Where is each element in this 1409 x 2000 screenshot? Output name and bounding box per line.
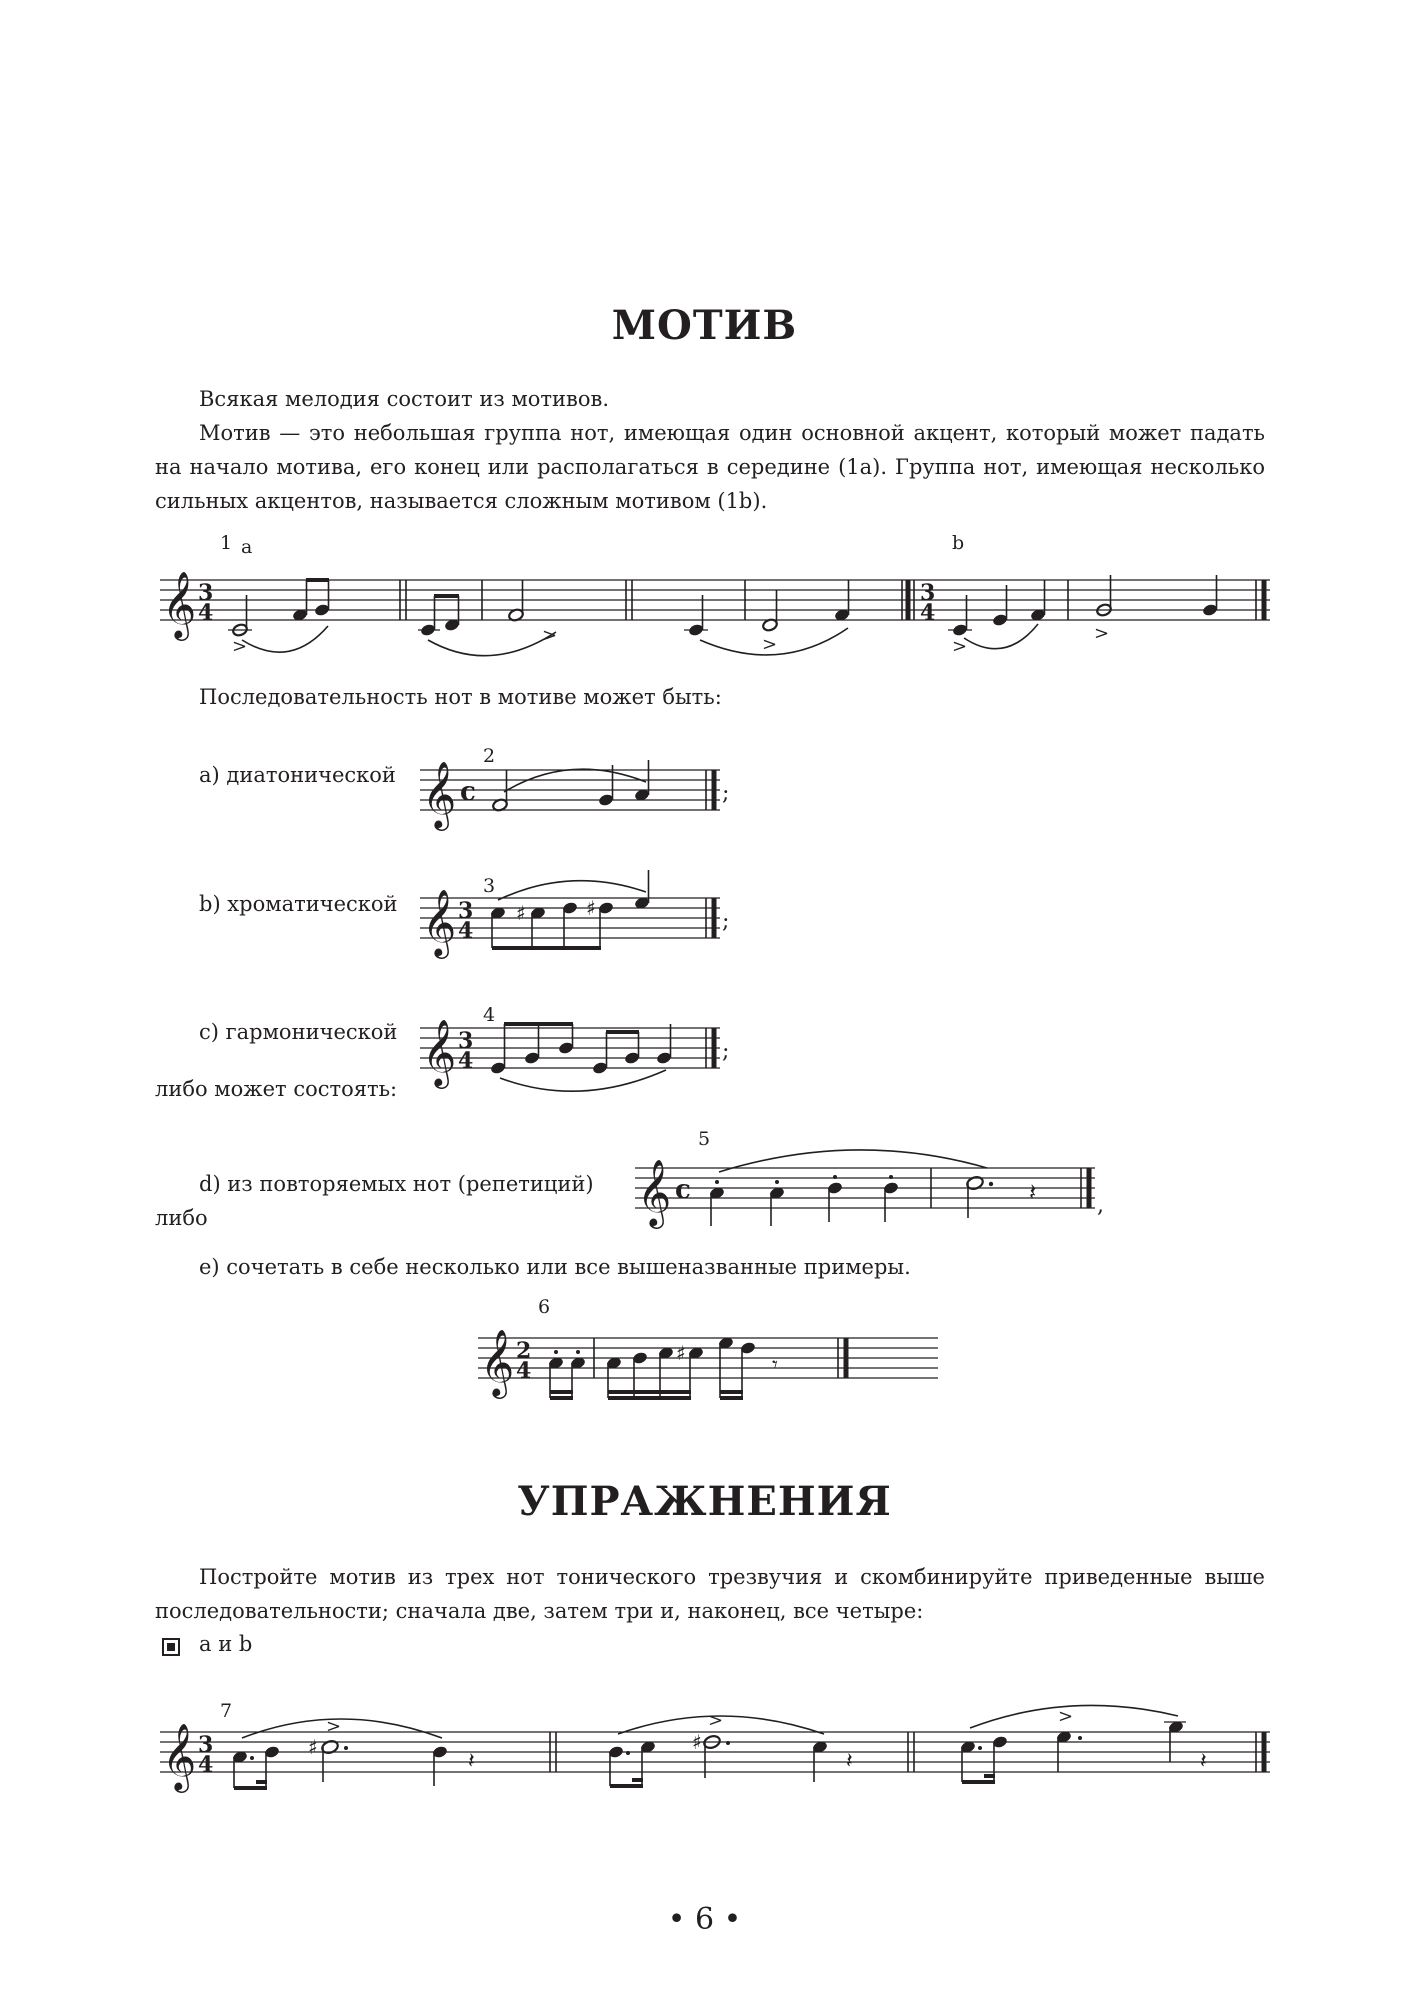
item-e-label: e) сочетать в себе несколько или все вышеназванные примеры. bbox=[199, 1255, 911, 1279]
slur bbox=[498, 881, 646, 900]
note bbox=[562, 901, 579, 948]
slur bbox=[964, 624, 1038, 649]
consist-text: либо может состоять: bbox=[155, 1077, 398, 1101]
terminal-punctuation: ; bbox=[722, 1039, 730, 1064]
note bbox=[1056, 1730, 1082, 1772]
time-signature-top: 3 bbox=[198, 1732, 214, 1758]
example-6-staff bbox=[478, 1318, 938, 1408]
audio-track-icon[interactable] bbox=[162, 1638, 180, 1656]
beam bbox=[504, 1022, 573, 1026]
note bbox=[444, 596, 461, 632]
intro-text bbox=[155, 382, 1265, 518]
eighth-rest-icon: 𝄾 bbox=[772, 1353, 778, 1378]
note bbox=[314, 580, 331, 617]
note bbox=[598, 901, 615, 948]
example-7-staff bbox=[160, 1706, 1270, 1812]
note bbox=[709, 1180, 726, 1226]
quarter-rest-icon: 𝄽 bbox=[468, 1749, 475, 1774]
time-signature-bottom: 4 bbox=[458, 1048, 474, 1074]
note bbox=[321, 1739, 348, 1782]
exercise-instructions: Постройте мотив из трех нот тонического трезвучия и скомбинируйте приведенные выше последовательности; сначала две, затем три и, наконец, все четыре: bbox=[155, 1565, 1265, 1623]
page-number: • 6 • bbox=[667, 1902, 742, 1937]
slur bbox=[242, 1719, 442, 1738]
exercises-title: УПРАЖНЕНИЯ bbox=[517, 1478, 892, 1525]
quarter-rest-icon: 𝄽 bbox=[1200, 1749, 1207, 1774]
note bbox=[1202, 575, 1219, 617]
note bbox=[432, 1745, 449, 1786]
slur bbox=[428, 632, 556, 656]
treble-clef-icon: 𝄞 bbox=[480, 1328, 515, 1396]
note bbox=[656, 1024, 673, 1065]
beam bbox=[306, 578, 329, 582]
note bbox=[684, 595, 708, 637]
note bbox=[812, 1740, 829, 1782]
beam bbox=[608, 1396, 691, 1400]
accent-mark: > bbox=[1058, 1706, 1074, 1727]
note bbox=[1030, 580, 1047, 622]
example-1-number: 1 bbox=[220, 532, 233, 554]
note bbox=[762, 590, 779, 632]
either-text: либо bbox=[155, 1206, 208, 1230]
treble-clef-icon: 𝄞 bbox=[162, 1722, 197, 1790]
intro-line-1: Всякая мелодия состоит из мотивов. bbox=[199, 387, 610, 411]
sharp-icon: ♯ bbox=[586, 896, 596, 920]
accent-mark: > bbox=[326, 1716, 342, 1737]
treble-clef-icon: 𝄞 bbox=[637, 1158, 672, 1226]
sharp-icon: ♯ bbox=[692, 1730, 702, 1754]
slur bbox=[500, 1070, 666, 1091]
treble-clef-icon: 𝄞 bbox=[422, 888, 457, 956]
treble-clef-icon: 𝄞 bbox=[422, 1018, 457, 1086]
note bbox=[228, 595, 252, 637]
note bbox=[769, 1180, 786, 1226]
beam bbox=[720, 1396, 743, 1400]
slur bbox=[970, 1705, 1178, 1728]
time-signature-top: 2 bbox=[516, 1338, 532, 1364]
time-signature: c bbox=[460, 777, 476, 807]
example-4-number: 4 bbox=[483, 1004, 496, 1026]
example-7-number: 7 bbox=[220, 1700, 233, 1722]
beam bbox=[606, 1030, 639, 1034]
treble-clef-icon: 𝄞 bbox=[422, 760, 457, 828]
note bbox=[232, 1750, 254, 1788]
accent-mark: > bbox=[232, 636, 248, 657]
accent-mark: > bbox=[952, 636, 968, 657]
time-signature-top: 3 bbox=[198, 580, 214, 606]
time-signature: c bbox=[675, 1175, 691, 1205]
time-signature-top: 3 bbox=[458, 898, 474, 924]
item-a-label: a) диатонической bbox=[199, 763, 396, 787]
example-2-staff bbox=[420, 750, 740, 830]
exercise-text bbox=[155, 1560, 1265, 1628]
note bbox=[834, 580, 851, 622]
terminal-punctuation: ; bbox=[722, 909, 730, 934]
treble-clef-icon: 𝄞 bbox=[162, 570, 197, 638]
item-b-label: b) хроматической bbox=[199, 892, 398, 916]
example-5-number: 5 bbox=[698, 1128, 711, 1150]
example-3-number: 3 bbox=[483, 875, 496, 897]
example-3-staff bbox=[420, 878, 740, 958]
note bbox=[558, 1024, 575, 1055]
page-title: МОТИВ bbox=[611, 302, 798, 349]
intro-line-2: Мотив — это небольшая группа нот, имеющая один основной акцент, который может падать на начало мотива, его конец или располагаться в середине (1a). Группа нот, имеющая несколько сильных акцентов, называется сложным мотивом (1b). bbox=[155, 421, 1265, 513]
note bbox=[948, 595, 972, 637]
note bbox=[740, 1341, 757, 1398]
accent-mark: > bbox=[762, 634, 778, 655]
beam bbox=[550, 1396, 573, 1400]
item-c-label: c) гармонической bbox=[199, 1020, 398, 1044]
slur bbox=[242, 626, 328, 652]
note bbox=[418, 596, 440, 637]
time-signature-bottom: 4 bbox=[920, 600, 936, 626]
example-1a-label: a bbox=[241, 536, 253, 558]
note bbox=[960, 1740, 982, 1782]
slur bbox=[719, 1150, 987, 1172]
audio-label: a и b bbox=[199, 1632, 253, 1656]
note bbox=[524, 1024, 541, 1065]
note bbox=[966, 1175, 994, 1218]
beam bbox=[610, 1784, 643, 1788]
example-1-staff bbox=[160, 560, 1270, 680]
time-signature-top: 3 bbox=[920, 580, 936, 606]
sharp-icon: ♯ bbox=[516, 901, 526, 925]
quarter-rest-icon: 𝄽 bbox=[846, 1749, 853, 1774]
example-6-number: 6 bbox=[538, 1296, 551, 1318]
note bbox=[1164, 1720, 1186, 1762]
terminal-punctuation: , bbox=[1097, 1193, 1104, 1218]
example-5-staff bbox=[635, 1148, 1135, 1238]
example-1b-label: b bbox=[952, 532, 965, 554]
sharp-icon: ♯ bbox=[308, 1735, 318, 1759]
beam bbox=[962, 1780, 995, 1784]
beam bbox=[492, 946, 601, 950]
terminal-punctuation: ; bbox=[722, 781, 730, 806]
note bbox=[508, 580, 525, 622]
staff-lines bbox=[160, 580, 1270, 620]
note bbox=[1096, 575, 1113, 617]
note bbox=[490, 1024, 507, 1075]
accent-mark: > bbox=[1094, 623, 1110, 644]
note bbox=[292, 580, 309, 622]
note bbox=[992, 585, 1009, 627]
note bbox=[608, 1745, 630, 1786]
accent-mark: > bbox=[542, 625, 558, 646]
item-d-label: d) из повторяемых нот (репетиций) bbox=[199, 1172, 594, 1196]
beam bbox=[234, 1786, 267, 1790]
time-signature-bottom: 4 bbox=[198, 1752, 214, 1778]
time-signature-top: 3 bbox=[458, 1028, 474, 1054]
time-signature-bottom: 4 bbox=[458, 918, 474, 944]
time-signature-bottom: 4 bbox=[198, 600, 214, 626]
beam bbox=[434, 594, 459, 598]
quarter-rest-icon: 𝄽 bbox=[1029, 1178, 1037, 1206]
sequence-intro: Последовательность нот в мотиве может быть: bbox=[199, 685, 722, 709]
note bbox=[530, 906, 547, 948]
example-2-number: 2 bbox=[483, 745, 496, 767]
time-signature-bottom: 4 bbox=[516, 1358, 532, 1384]
note bbox=[718, 1336, 735, 1398]
note bbox=[490, 906, 507, 948]
example-4-staff bbox=[420, 1008, 740, 1088]
sharp-icon: ♯ bbox=[676, 1341, 686, 1365]
accent-mark: > bbox=[708, 1710, 724, 1731]
